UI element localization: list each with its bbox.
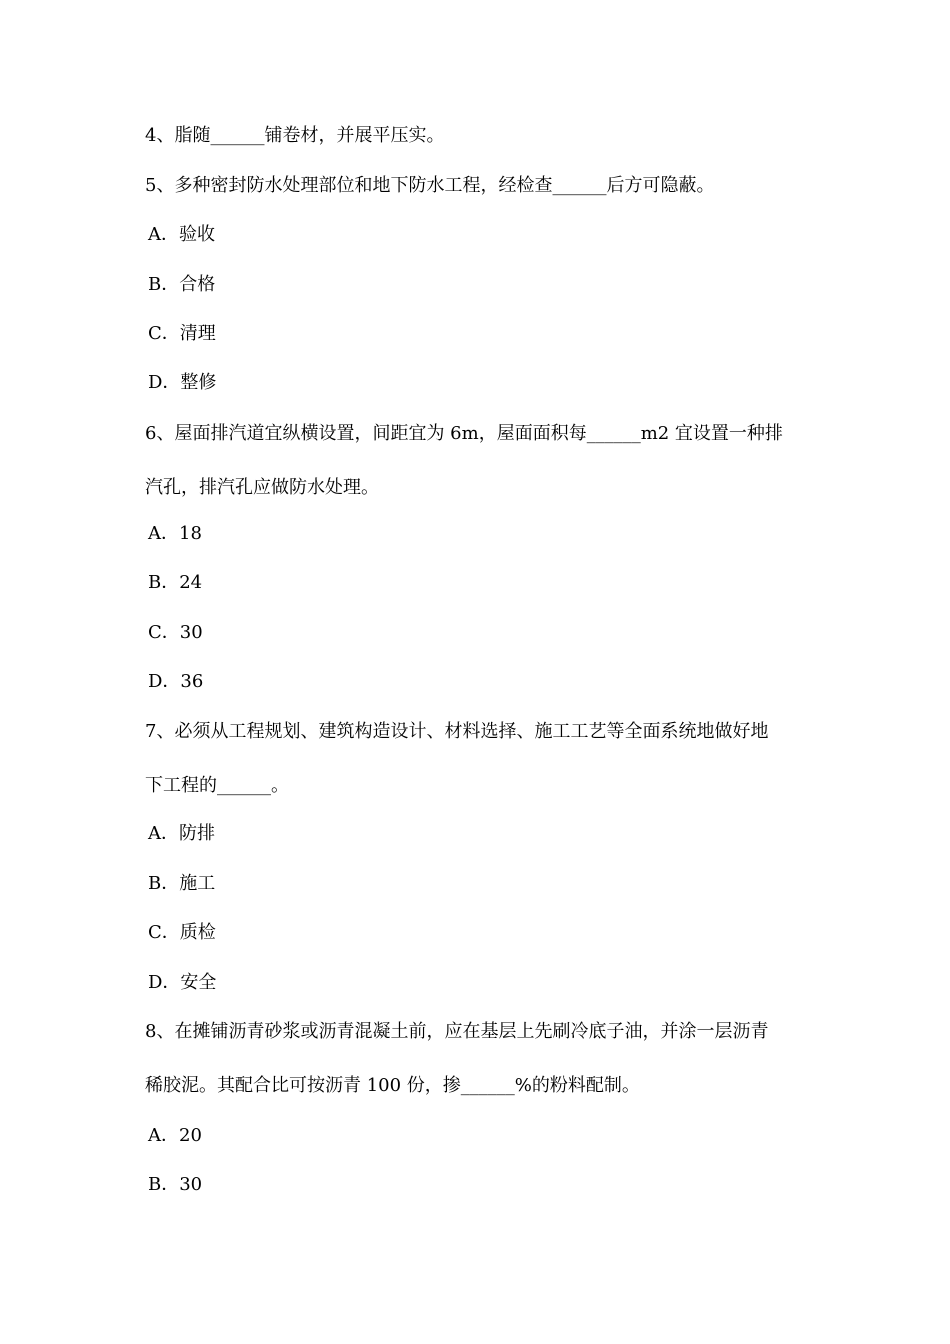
question-6-text-line-2: 汽孔，排汽孔应做防水处理。 (145, 477, 379, 498)
question-5-option-b: B．合格 (148, 274, 216, 295)
question-8-option-a: A．20 (148, 1125, 202, 1146)
question-5-option-a: A．验收 (148, 224, 215, 245)
question-6-text-line-1: 6、屋面排汽道宜纵横设置，间距宜为 6m，屋面面积每______m2 宜设置一种排 (145, 423, 783, 444)
question-8-text-line-1: 8、在摊铺沥青砂浆或沥青混凝土前，应在基层上先刷冷底子油，并涂一层沥青 (145, 1021, 769, 1042)
question-5-option-c: C．清理 (148, 323, 216, 344)
question-7-option-a: A．防排 (148, 823, 215, 844)
question-8-option-b: B．30 (148, 1174, 203, 1195)
question-5-option-d: D．整修 (148, 372, 217, 393)
question-6-option-c: C．30 (148, 622, 203, 643)
question-7-text-line-1: 7、必须从工程规划、建筑构造设计、材料选择、施工工艺等全面系统地做好地 (145, 721, 769, 742)
question-7-option-b: B．施工 (148, 873, 216, 894)
question-7-text-line-2: 下工程的______。 (145, 775, 289, 796)
question-7-option-c: C．质检 (148, 922, 216, 943)
question-7-option-d: D．安全 (148, 972, 217, 993)
question-5-text: 5、多种密封防水处理部位和地下防水工程，经检查______后方可隐蔽。 (145, 175, 715, 196)
question-8-text-line-2: 稀胶泥。其配合比可按沥青 100 份，掺______%的粉料配制。 (145, 1075, 640, 1096)
question-6-option-a: A．18 (148, 523, 202, 544)
question-6-option-b: B．24 (148, 572, 203, 593)
question-6-option-d: D．36 (148, 671, 204, 692)
question-4-text: 4、脂随______铺卷材，并展平压实。 (145, 125, 445, 146)
